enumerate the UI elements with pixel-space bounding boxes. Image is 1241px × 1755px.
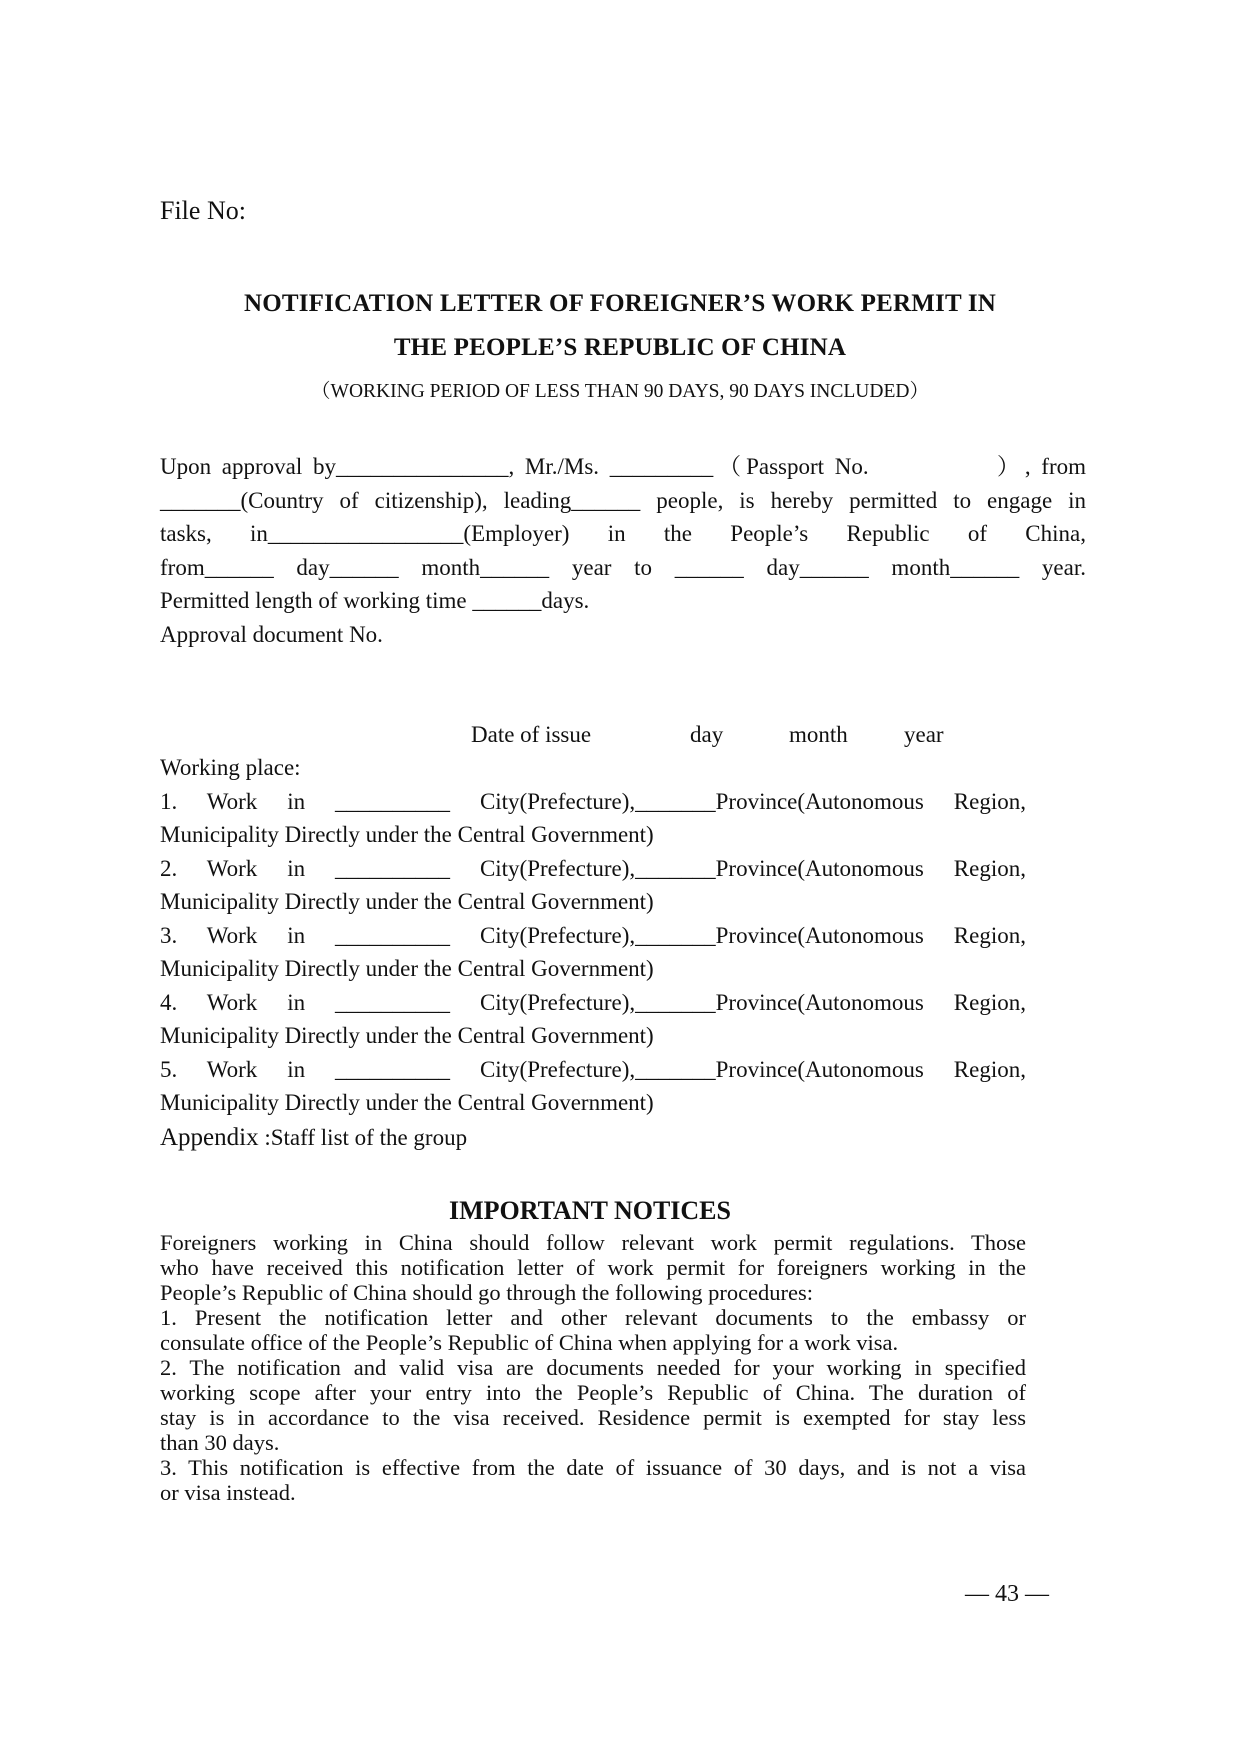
appendix-text: :Staff list of the group <box>258 1125 468 1150</box>
approval-paragraph <box>160 450 1086 651</box>
appendix-prefix: Appendix <box>160 1124 259 1151</box>
document-subtitle: （WORKING PERIOD OF LESS THAN 90 DAYS, 90 DAYS INCLUDED） <box>311 381 929 402</box>
issue-year-label: year <box>904 722 944 747</box>
issue-month-label: month <box>789 722 848 747</box>
working-place-line: Municipality Directly under the Central Government) <box>160 822 654 847</box>
issue-day-label: day <box>690 722 724 747</box>
notice-line: than 30 days. <box>160 1430 280 1455</box>
notice-line: 3. This notification is effective from the date of issuance of 30 days, and is not a visa <box>160 1455 1026 1480</box>
working-place-line: 1. Work in __________ City(Prefecture),_______Province(Autonomous Region, <box>160 788 1026 814</box>
working-place-line: Municipality Directly under the Central Government) <box>160 1090 654 1115</box>
notice-line: 1. Present the notification letter and other relevant documents to the embassy or <box>160 1305 1026 1330</box>
working-place-line: 4. Work in __________ City(Prefecture),_______Province(Autonomous Region, <box>160 989 1026 1015</box>
approval-line-2: _______(Country of citizenship), leading______ people, is hereby permitted to engage in <box>160 487 1086 513</box>
page-number: — 43 — <box>965 1581 1049 1607</box>
working-place-label: Working place: <box>160 755 301 780</box>
working-place-line: Municipality Directly under the Central Government) <box>160 1023 654 1048</box>
working-place-line: Municipality Directly under the Central Government) <box>160 889 654 914</box>
approval-line-4: from______ day______ month______ year to ______ day______ month______ year. <box>160 554 1086 580</box>
notice-line: stay is in accordance to the visa received. Residence permit is exempted for stay less <box>160 1405 1026 1430</box>
approval-line-5: Permitted length of working time ______days. <box>160 588 590 613</box>
notice-line: consulate office of the People’s Republic of China when applying for a work visa. <box>160 1330 899 1355</box>
file-number-label: File No: <box>160 196 246 225</box>
working-place-line: 3. Work in __________ City(Prefecture),_______Province(Autonomous Region, <box>160 922 1026 948</box>
working-place-line: 2. Work in __________ City(Prefecture),_______Province(Autonomous Region, <box>160 855 1026 881</box>
working-place-line: Municipality Directly under the Central Government) <box>160 956 654 981</box>
notice-line: working scope after your entry into the People’s Republic of China. The duration of <box>160 1380 1026 1405</box>
important-notices-body <box>160 1230 1026 1505</box>
date-of-issue-label: Date of issue <box>471 722 592 747</box>
notice-line: People’s Republic of China should go through the following procedures: <box>160 1280 814 1305</box>
important-notices-title: IMPORTANT NOTICES <box>448 1196 731 1225</box>
working-place-line: 5. Work in __________ City(Prefecture),_______Province(Autonomous Region, <box>160 1056 1026 1082</box>
appendix-line <box>160 1124 467 1152</box>
working-place-item <box>160 852 1026 919</box>
notice-line: Foreigners working in China should follow relevant work permit regulations. Those <box>160 1230 1026 1255</box>
title-line-1: NOTIFICATION LETTER OF FOREIGNER’S WORK PERMIT IN <box>243 290 997 317</box>
working-place-item <box>160 785 1026 852</box>
title-line-2: THE PEOPLE’S REPUBLIC OF CHINA <box>393 334 847 361</box>
working-place-section <box>160 751 1026 1120</box>
approval-document-number-label: Approval document No. <box>160 621 383 647</box>
working-place-item <box>160 986 1026 1053</box>
document-title <box>130 282 1110 370</box>
approval-line-1: Upon approval by_______________, Mr./Ms. _________（Passport No. ）, from <box>160 454 1086 479</box>
notice-line: 2. The notification and valid visa are documents needed for your working in specified <box>160 1355 1026 1380</box>
working-place-item <box>160 919 1026 986</box>
working-place-item <box>160 1053 1026 1120</box>
notice-line: who have received this notification letter of work permit for foreigners working in the <box>160 1255 1026 1280</box>
notice-line: or visa instead. <box>160 1480 296 1505</box>
approval-line-3: tasks, in_________________(Employer) in the People’s Republic of China, <box>160 521 1086 546</box>
